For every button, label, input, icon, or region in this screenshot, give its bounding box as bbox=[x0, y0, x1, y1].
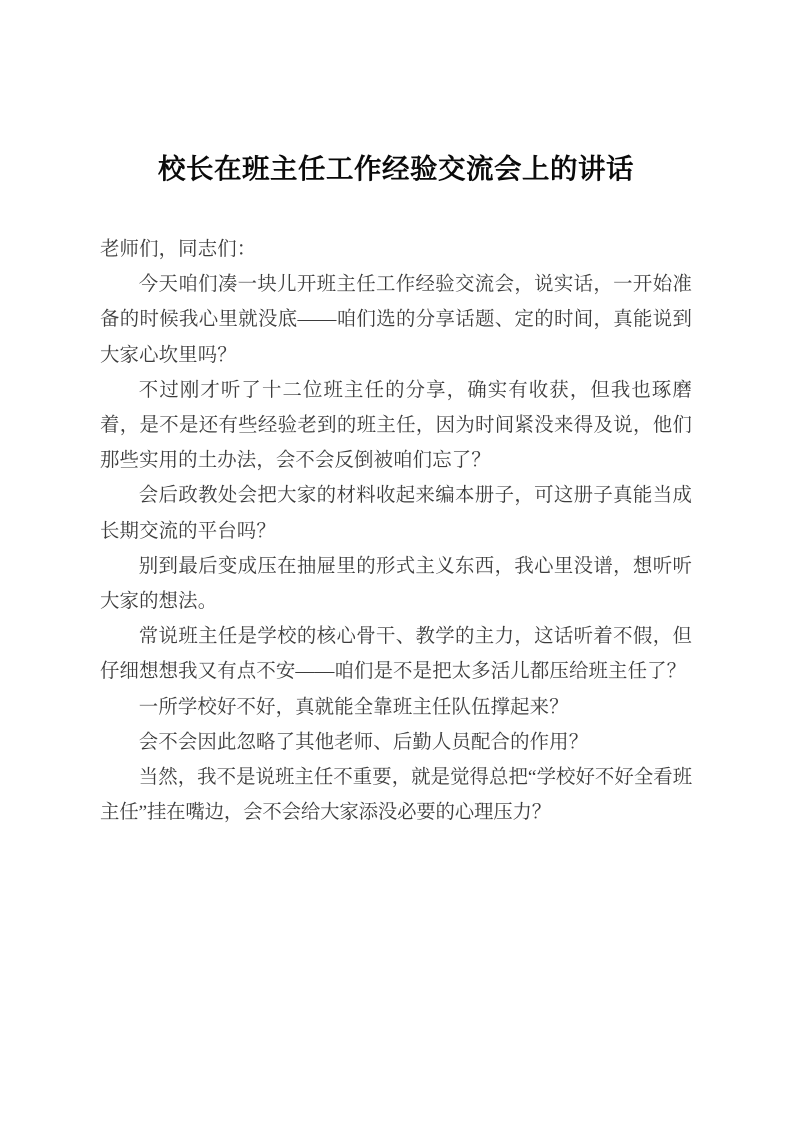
paragraph-6: 一所学校好不好，真就能全靠班主任队伍撑起来？ bbox=[138, 696, 569, 718]
document-content bbox=[100, 0, 692, 830]
paragraph-7: 会不会因此忽略了其他老师、后勤人员配合的作用？ bbox=[138, 731, 589, 753]
paragraph-2: 不过刚才听了十二位班主任的分享，确实有收获，但我也琢磨着，是不是还有些经验老到的班主任，因为时间紧没来得及说，他们那些实用的土办法，会不会反倒被咱们忘了？ bbox=[100, 379, 692, 472]
page-title: 校长在班主任工作经验交流会上的讲话 bbox=[158, 153, 634, 184]
document-body bbox=[100, 232, 692, 830]
paragraph-1: 今天咱们凑一块儿开班主任工作经验交流会，说实话，一开始准备的时候我心里就没底——咱们选的分享话题、定的时间，真能说到大家心坎里吗？ bbox=[100, 274, 692, 366]
paragraph-8: 当然，我不是说班主任不重要，就是觉得总把“学校好不好全看班主任”挂在嘴边，会不会给大家添没必要的心理压力？ bbox=[100, 767, 692, 824]
salutation: 老师们，同志们： bbox=[100, 239, 257, 260]
paragraph-4: 别到最后变成压在抽屉里的形式主义东西，我心里没谱，想听听大家的想法。 bbox=[100, 555, 692, 613]
paragraph-5: 常说班主任是学校的核心骨干、教学的主力，这话听着不假，但仔细想想我又有点不安——咱们是不是把太多活儿都压给班主任了？ bbox=[100, 626, 692, 683]
paragraph-3: 会后政教处会把大家的材料收起来编本册子，可这册子真能当成长期交流的平台吗？ bbox=[100, 485, 692, 542]
